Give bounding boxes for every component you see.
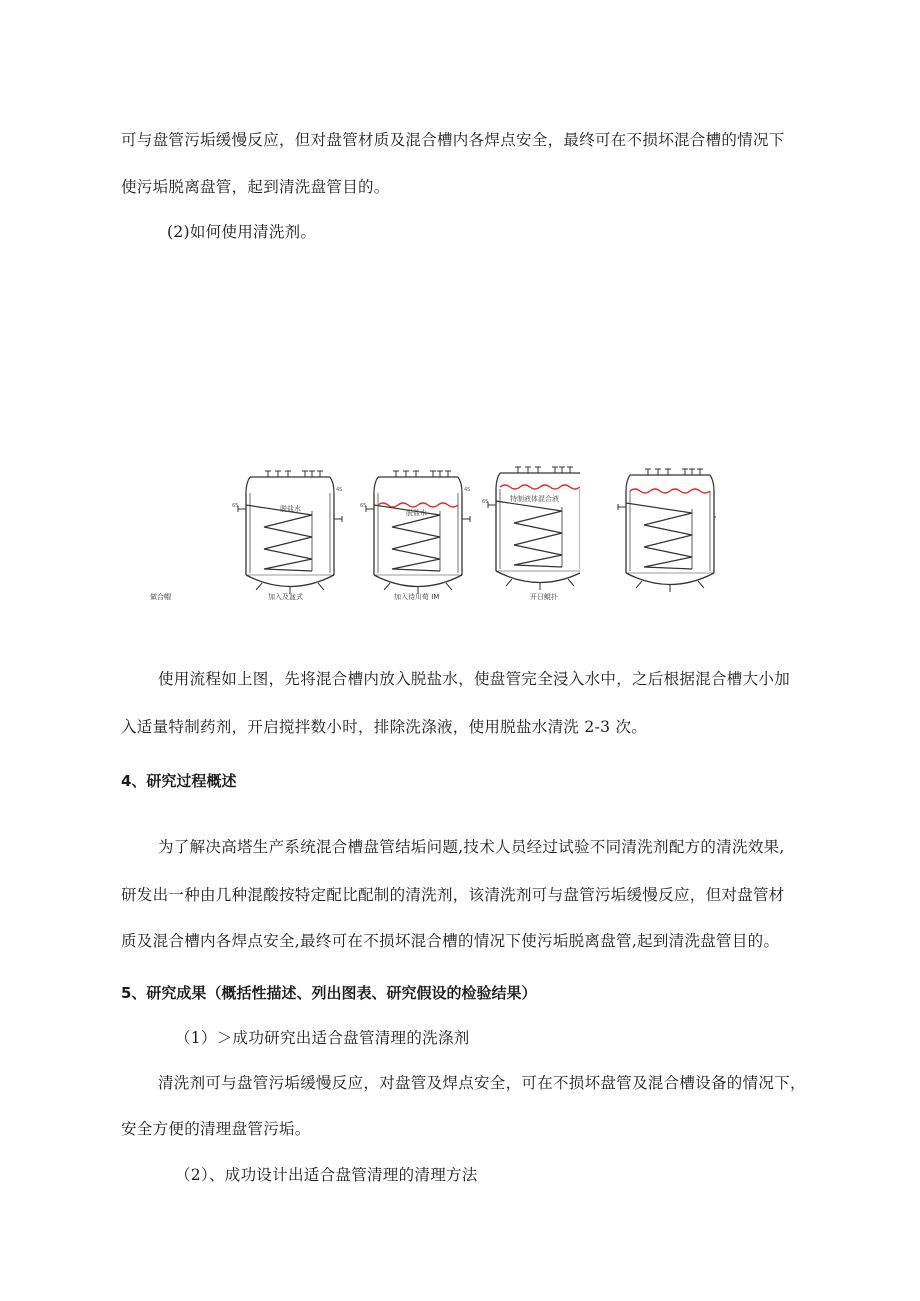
side-label: 65 [482,499,489,505]
figure-caption: 开日鲲扑 [530,593,558,601]
side-label: 65 [360,503,367,509]
paragraph-line: 使污垢脱离盘管，起到清洗盘管目的。 [121,178,390,196]
side-label: 65 [232,503,239,509]
tank-label: 脱盐水 [406,509,427,517]
mixing-tank-diagram-4 [606,455,716,605]
figure-caption: 做合帽 [150,593,171,601]
paragraph-line: 可与盘管污垢缓慢反应，但对盘管材质及混合槽内各焊点安全，最终可在不损坏混合槽的情况下 [121,131,785,149]
paragraph-line: 质及混合槽内各焊点安全,最终可在不损坏混合槽的情况下使污垢脱离盘管,起到清洗盘管目的。 [121,932,780,950]
section-heading: 4、研究过程概述 [121,772,237,790]
paragraph-line: 为了解决高塔生产系统混合槽盘管结垢问题,技术人员经过试验不同清洗剂配方的清洗效果, [158,838,785,856]
paragraph-line: 研发出一种由几种混酸按特定配比配制的清洗剂，该清洗剂可与盘管污垢缓慢反应，但对盘管材 [121,886,785,904]
list-item: （1）＞成功研究出适合盘管清理的洗涤剂 [175,1029,470,1047]
figure-captions [150,588,620,604]
side-label: 4S [336,487,343,493]
figure-caption: 加入及盆式 [268,593,303,601]
paragraph-line: 清洗剂可与盘管污垢缓慢反应，对盘管及焊点安全，可在不损坏盘管及混合槽设备的情况下， [158,1074,806,1092]
liquid-surface [630,489,710,493]
liquid-surface [378,503,458,507]
paragraph-line: 安全方便的清理盘管污垢。 [121,1120,311,1138]
paragraph-line: 使用流程如上图，先将混合槽内放入脱盐水，使盘管完全浸入水中，之后根据混合槽大小加 [158,670,791,688]
side-label: 4S [464,487,471,493]
tank-1 [232,471,342,594]
list-item: （2）、成功设计出适合盘管清理的清理方法 [175,1166,478,1184]
mixing-tank-diagram [150,455,580,605]
tank-4 [618,469,716,592]
tank-label: 脱盐水 [280,505,301,513]
sub-heading: (2)如何使用清洗剂。 [167,223,317,241]
tank-3 [482,467,580,590]
figure-caption: 加入待川荀 IM [394,593,440,601]
tank-2 [360,471,470,594]
paragraph-line: 入适量特制药剂，开启搅拌数小时，排除洗涤液，使用脱盐水清洗 2-3 次。 [121,718,648,736]
tank-label: 特制液体混合液 [510,495,559,503]
liquid-surface [500,485,580,489]
section-heading: 5、研究成果（概括性描述、列出图表、研究假设的检验结果） [121,984,537,1002]
